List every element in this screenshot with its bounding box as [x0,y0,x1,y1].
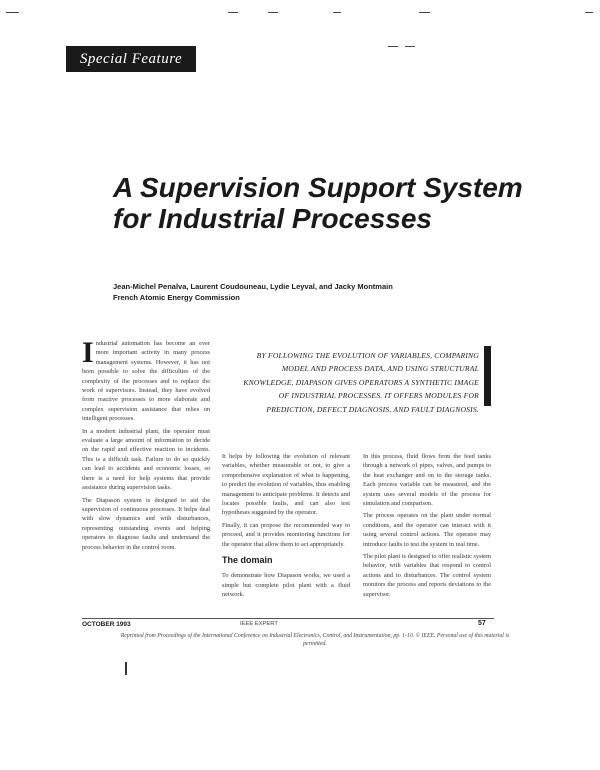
pull-quote-bar [484,346,491,406]
drop-cap: I [82,336,94,369]
crop-mark [388,46,398,47]
paragraph-text: ndustrial automation has become an ever more important activity in many process management systems. However, it has not been possible to solve the difficulties of the complexity of the processes and to replace the work of supervisors. Instead, they have evolved from reactive processes to more elaborate and complex supervision assistance that relies on intelligent processes. [82,340,210,423]
crop-mark [228,12,238,13]
section-heading: The domain [222,555,273,566]
paragraph: It helps by following the evolution of relevant variables, whether measurable or not, to give a comprehensive explanation of what is happening, to predict the evolution of variables, thus enabling management to anticipate problems. It detects and locates possible faults, and can also test hypotheses suggested by the operator. [222,453,350,517]
issue-date: OCTOBER 1993 [82,621,131,628]
paragraph: The Diapason system is designed to aid the supervision of continuous processes. It helps deal with slow dynamics and with disturbances, representing outstanding events and helping operators to diagnose faults and understand the process behavior in the control room. [82,496,210,551]
pull-quote: BY FOLLOWING THE EVOLUTION OF VARIABLES, COMPARING MODEL AND PROCESS DATA, AND USING STRUCTURAL KNOWLEDGE, DIAPASON GIVES OPERATORS A SYNTHETIC IMAGE OF INDUSTRIAL PROCESSES. IT OFFERS MODULES FOR PREDICTION, DEFECT DIAGNOSIS, AND FAULT DIAGNOSIS. [243,351,479,414]
page-number: 57 [478,620,486,627]
footer-rule [82,618,494,619]
reprint-note: Reprinted from Proceedings of the International Conference on Industrial Electronics, Control, and Instrumentation, pp. 1-10. © IEEE. Personal use of this material is permitted. [120,633,510,647]
body-column-2 [222,452,350,603]
crop-mark [333,12,341,13]
byline [113,281,513,303]
paragraph: In this process, fluid flows from the feed tanks through a network of pipes, valves, and pumps to the heat exchanger and on to the storage tanks. Each process variable can be measured, and the system uses several models of the process for simulation and comparison. [363,453,491,508]
body-column-3 [363,452,491,602]
crop-mark [268,12,278,13]
crop-mark [6,12,19,13]
crop-mark [585,12,593,13]
paragraph: To demonstrate how Diapason works, we used a simple but complete pilot plant with a fluid network. [222,572,350,599]
journal-name: IEEE EXPERT [240,621,278,627]
crop-mark [419,12,430,13]
article-title: A Supervision Support System for Industrial Processes [113,172,523,234]
special-feature-banner: Special Feature [66,46,196,72]
paragraph: In a modern industrial plant, the operator must evaluate a large amount of information to decide on the rapid and effective reaction to incidents. This is a difficult task. Failure to do so quickly can lead to accidents and economic losses, so there is a need for help systems that provide assistance during supervision tasks. [82,427,210,492]
crop-mark [405,46,415,47]
margin-mark [125,662,127,675]
paragraph [82,336,210,424]
body-column-1 [82,336,210,555]
authors: Jean-Michel Penalva, Laurent Coudouneau, Lydie Leyval, and Jacky Montmain [113,282,393,291]
paragraph: The pilot plant is designed to offer realistic system behavior, with variables that respond to control actions and to disturbances. The control system monitors the process and reports deviations to the supervisor. [363,553,491,598]
affiliation: French Atomic Energy Commission [113,293,240,302]
paragraph: Finally, it can propose the recommended way to proceed, and it provides monitoring functions for the operator that allow them to act appropriately. [222,521,350,548]
paragraph: The process operates on the plant under normal conditions, and the operator can interact with it using several control actions. The operator may introduce faults to test the system in real time. [363,512,491,548]
